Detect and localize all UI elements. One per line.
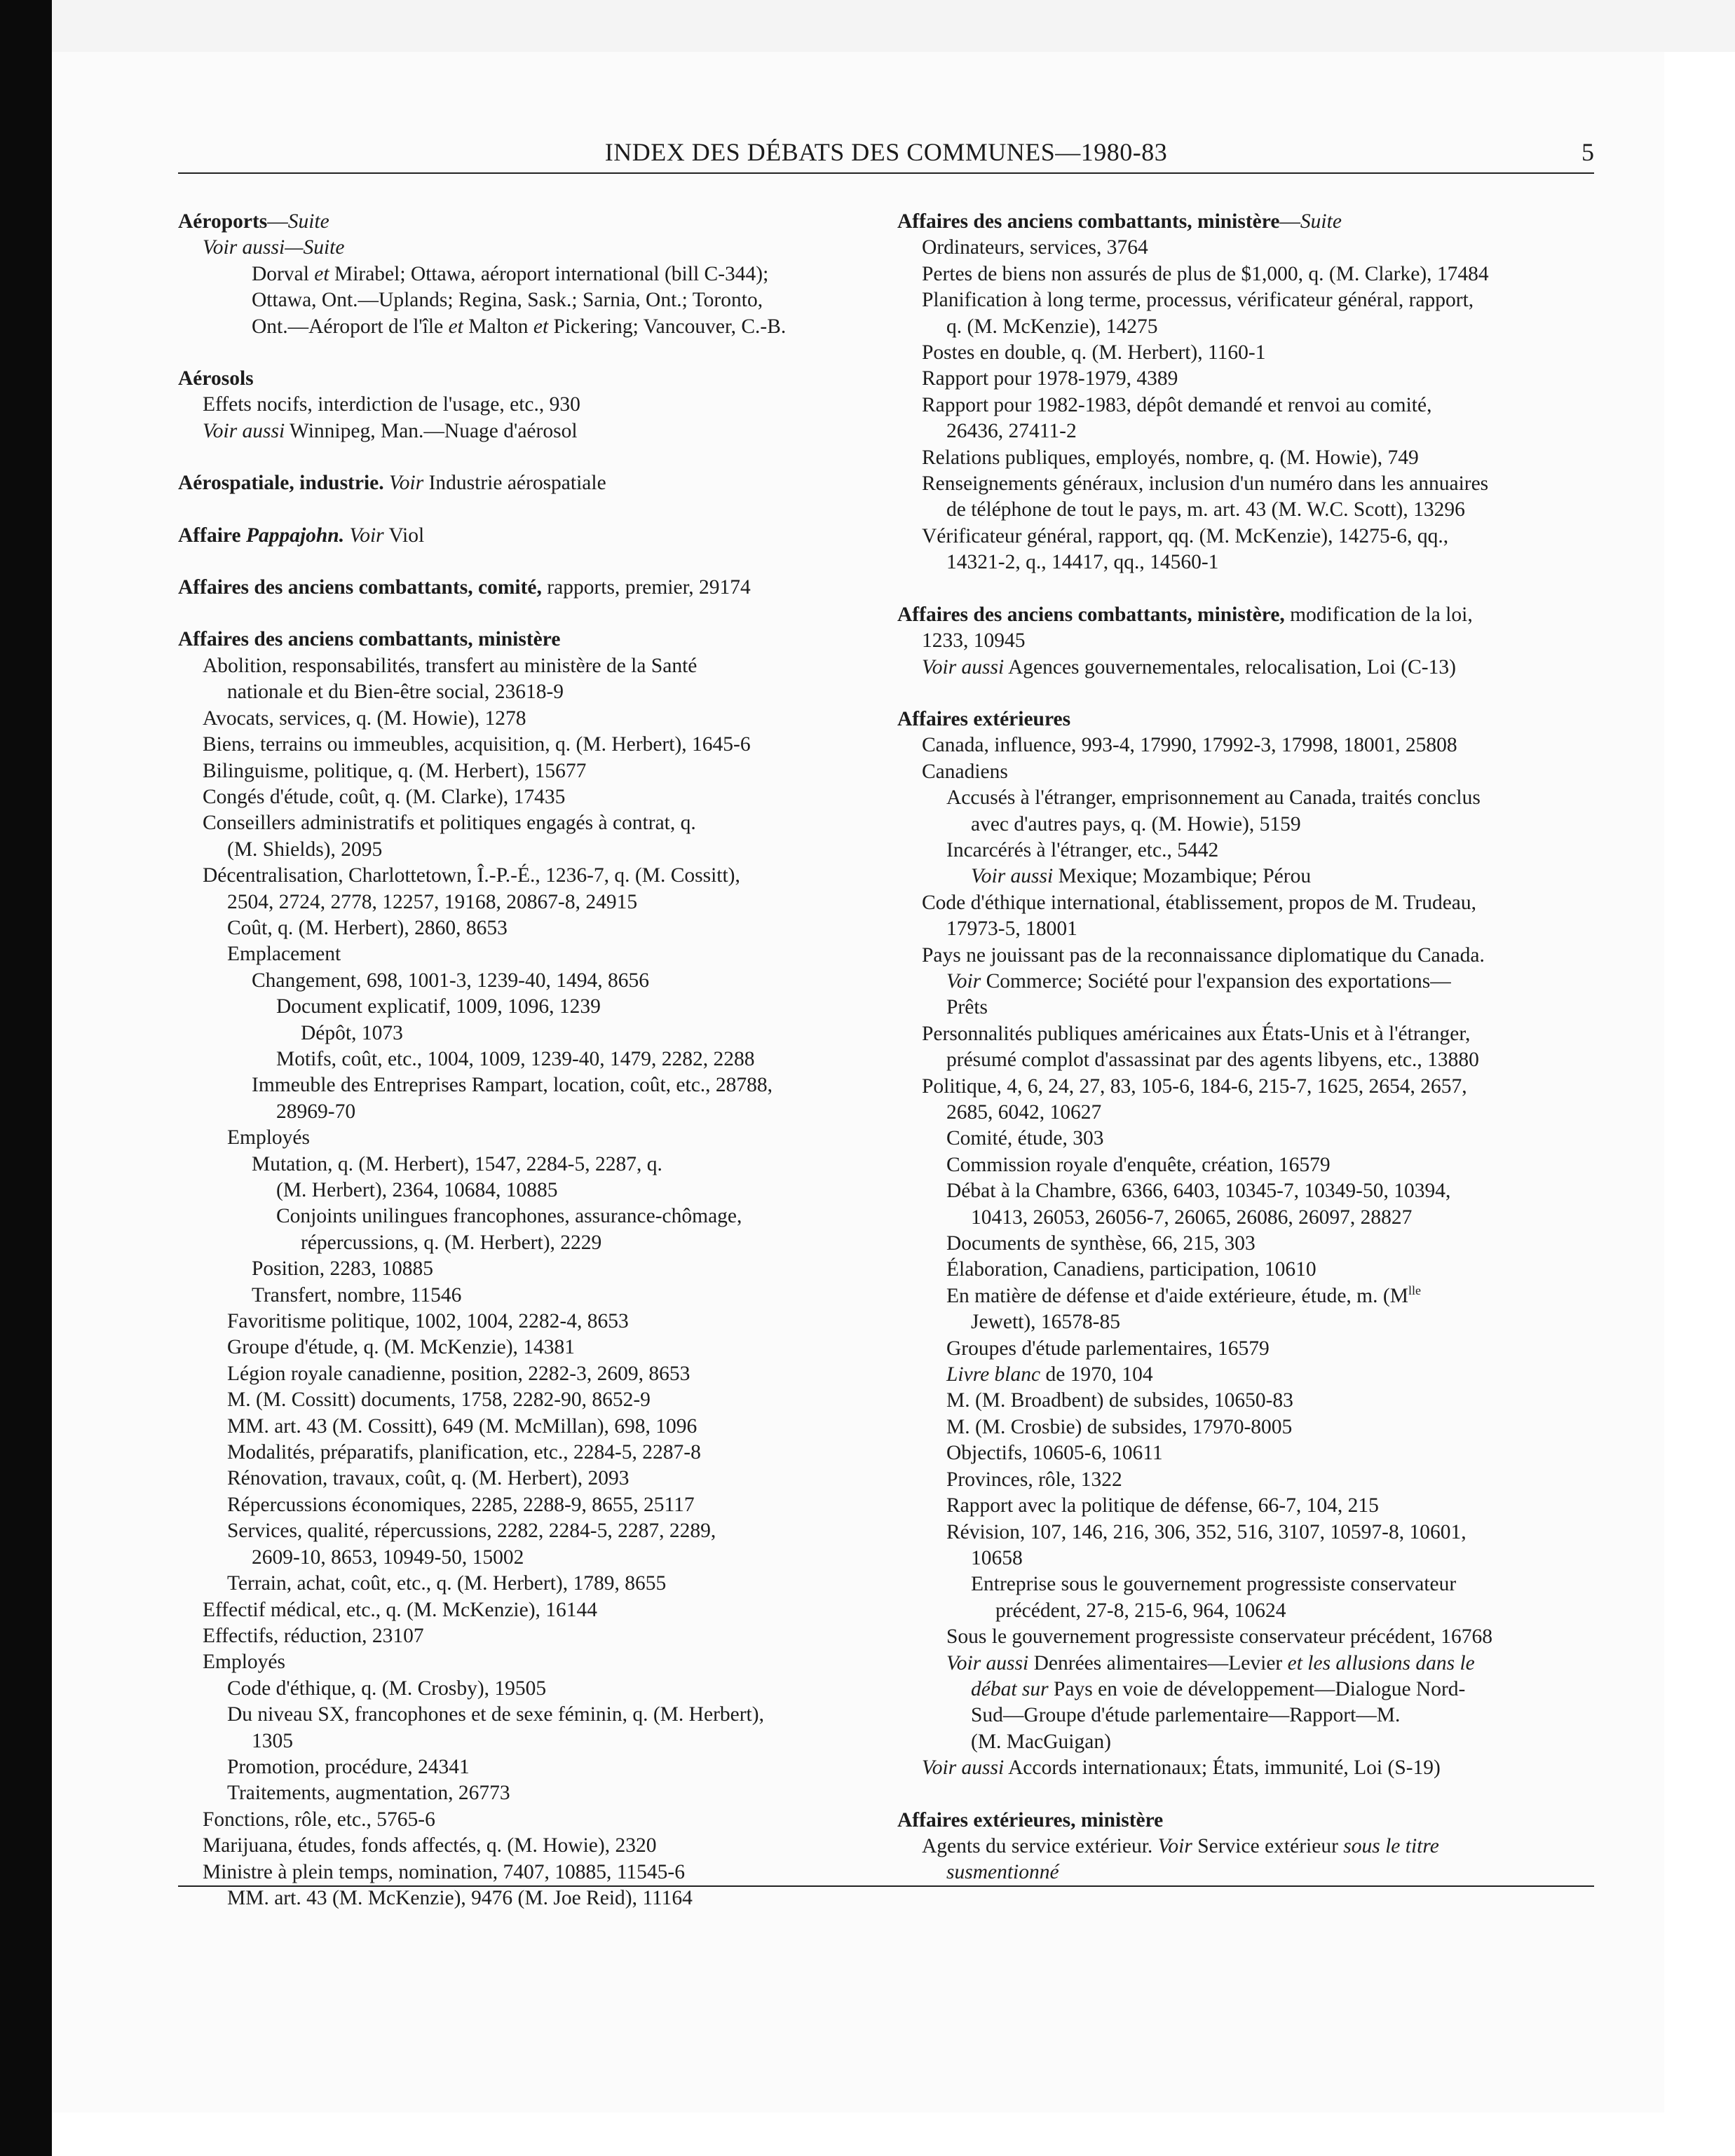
index-text: Avocats, services, q. (M. Howie), 1278 <box>203 707 526 730</box>
index-text: Commission royale d'enquête, création, 16579 <box>946 1153 1331 1176</box>
index-text: sous le titre <box>1343 1834 1439 1857</box>
index-text: Sous le gouvernement progressiste conservateur précédent, 16768 <box>946 1625 1493 1649</box>
index-line <box>897 916 1598 942</box>
entry-spacer <box>897 681 1598 707</box>
index-text: Effets nocifs, interdiction de l'usage, etc., 930 <box>203 393 580 416</box>
index-text: Du niveau SX, francophones et de sexe féminin, q. (M. Herbert), <box>227 1703 764 1726</box>
index-line <box>178 418 872 444</box>
index-line <box>178 1623 872 1649</box>
index-text: (M. MacGuigan) <box>971 1730 1111 1753</box>
index-line <box>178 810 872 836</box>
index-line <box>178 1649 872 1675</box>
index-line <box>897 1414 1598 1440</box>
index-text: lle <box>1408 1283 1421 1298</box>
index-line <box>897 497 1598 523</box>
index-text: et <box>448 315 463 338</box>
index-text: Denrées alimentaires—Levier <box>1028 1651 1288 1674</box>
index-text: Suite <box>287 210 329 233</box>
index-line <box>897 1362 1598 1388</box>
index-text: Viol <box>383 524 425 547</box>
index-text: Aérosols <box>178 367 254 390</box>
entry-spacer <box>178 497 872 523</box>
index-text: Effectif médical, etc., q. (M. McKenzie), 16144 <box>203 1598 598 1621</box>
index-line <box>178 1178 872 1203</box>
index-line <box>178 1361 872 1387</box>
index-line <box>897 418 1598 444</box>
index-line <box>897 1729 1598 1755</box>
index-text: Mutation, q. (M. Herbert), 1547, 2284-5, 2287, q. <box>252 1152 662 1175</box>
index-text: Code d'éthique, q. (M. Crosby), 19505 <box>227 1677 547 1700</box>
index-line <box>897 1388 1598 1414</box>
index-text: Renseignements généraux, inclusion d'un numéro dans les annuaires <box>922 472 1489 496</box>
index-line <box>178 1335 872 1360</box>
index-line <box>178 1387 872 1413</box>
index-text: Motifs, coût, etc., 1004, 1009, 1239-40, 1479, 2282, 2288 <box>276 1047 755 1070</box>
index-text: Aérospatiale, industrie. <box>178 472 384 495</box>
index-line <box>178 287 872 313</box>
index-line <box>897 287 1598 313</box>
index-line <box>897 838 1598 864</box>
index-line <box>178 653 872 679</box>
index-text: Mexique; Mozambique; Pérou <box>1053 865 1312 888</box>
index-text: Affaires des anciens combattants, ministère <box>897 210 1280 233</box>
index-line <box>178 235 872 261</box>
index-text: M. (M. Cossitt) documents, 1758, 2282-90, 8652-9 <box>227 1389 651 1412</box>
index-text: avec d'autres pays, q. (M. Howie), 5159 <box>971 812 1301 835</box>
header-rule <box>178 172 1594 174</box>
index-line <box>897 1703 1598 1728</box>
index-text: — <box>267 210 288 233</box>
index-text: 10658 <box>971 1546 1023 1569</box>
index-line <box>178 732 872 758</box>
index-column-left <box>178 209 872 1911</box>
index-text: Effectifs, réduction, 23107 <box>203 1624 424 1647</box>
index-line <box>178 1072 872 1098</box>
index-line <box>897 1598 1598 1624</box>
index-line <box>897 759 1598 785</box>
scan-top-margin <box>0 0 1735 52</box>
index-text: — <box>1279 210 1300 233</box>
index-text: Bilinguisme, politique, q. (M. Herbert), 15677 <box>203 759 587 782</box>
index-text: Dorval <box>252 262 315 285</box>
index-text: Prêts <box>946 996 988 1019</box>
index-text: Commerce; Société pour l'expansion des exportations— <box>981 969 1451 992</box>
index-line <box>897 550 1598 575</box>
index-text: Relations publiques, employés, nombre, q. (M. Howie), 749 <box>922 446 1419 469</box>
index-text: Comité, étude, 303 <box>946 1127 1104 1150</box>
index-text: Pays ne jouissant pas de la reconnaissance diplomatique du Canada. <box>922 943 1485 967</box>
index-line <box>897 1755 1598 1781</box>
index-line <box>178 1860 872 1885</box>
index-line <box>897 1546 1598 1571</box>
index-text: Accusés à l'étranger, emprisonnement au Canada, traités conclus <box>946 786 1481 810</box>
index-text: Voir <box>389 472 424 495</box>
scan-left-edge <box>0 0 52 2156</box>
index-text: Voir aussi <box>922 1756 1005 1780</box>
index-text: Groupe d'étude, q. (M. McKenzie), 14381 <box>227 1336 576 1359</box>
index-text: Position, 2283, 10885 <box>252 1257 433 1281</box>
index-text: modification de la loi, <box>1284 603 1473 626</box>
index-text: Services, qualité, répercussions, 2282, 2284-5, 2287, 2289, <box>227 1520 716 1543</box>
index-line <box>178 1125 872 1151</box>
index-line <box>178 1807 872 1833</box>
index-text: 28969-70 <box>276 1100 356 1123</box>
index-text: MM. art. 43 (M. McKenzie), 9476 (M. Joe Reid), 11164 <box>227 1886 693 1909</box>
index-text: 2504, 2724, 2778, 12257, 19168, 20867-8, 24915 <box>227 890 638 913</box>
index-heading <box>897 1808 1598 1834</box>
index-text: Traitements, augmentation, 26773 <box>227 1782 510 1805</box>
index-text: Suite <box>1300 210 1342 233</box>
footer-rule <box>178 1885 1594 1887</box>
index-text: présumé complot d'assassinat par des agents libyens, etc., 13880 <box>946 1049 1479 1072</box>
index-text: Rapport avec la politique de défense, 66-7, 104, 215 <box>946 1494 1379 1517</box>
index-text: Voir aussi <box>922 655 1005 678</box>
index-text: Répercussions économiques, 2285, 2288-9, 8655, 25117 <box>227 1493 695 1516</box>
index-text: nationale et du Bien-être social, 23618-9 <box>227 681 564 704</box>
index-text: (M. Shields), 2095 <box>227 838 383 861</box>
page-header <box>178 137 1594 172</box>
index-text: Coût, q. (M. Herbert), 2860, 8653 <box>227 916 508 939</box>
index-text: Congés d'étude, coût, q. (M. Clarke), 17435 <box>203 785 566 808</box>
index-line <box>897 1152 1598 1178</box>
index-text: Canada, influence, 993-4, 17990, 17992-3, 17998, 18001, 25808 <box>922 734 1457 757</box>
index-line <box>178 1885 872 1911</box>
index-heading <box>178 627 872 653</box>
index-line <box>897 1231 1598 1257</box>
index-text: Personnalités publiques américaines aux États-Unis et à l'étranger, <box>922 1022 1471 1045</box>
index-line <box>178 758 872 784</box>
index-text: Code d'éthique international, établissement, propos de M. Trudeau, <box>922 891 1477 914</box>
index-line <box>178 915 872 941</box>
index-text: Rénovation, travaux, coût, q. (M. Herbert), 2093 <box>227 1467 630 1490</box>
index-text: Affaires extérieures <box>897 707 1071 730</box>
index-text: Agents du service extérieur. <box>922 1834 1158 1857</box>
index-line <box>897 1205 1598 1231</box>
index-text: Entreprise sous le gouvernement progressiste conservateur <box>971 1573 1457 1596</box>
index-text: Décentralisation, Charlottetown, Î.-P.-É., 1236-7, q. (M. Cossitt), <box>203 864 740 887</box>
index-line <box>897 1520 1598 1546</box>
index-line <box>897 366 1598 392</box>
index-text: Modalités, préparatifs, planification, etc., 2284-5, 2287-8 <box>227 1441 701 1464</box>
index-line <box>897 969 1598 995</box>
index-line <box>178 1676 872 1702</box>
index-text: 1305 <box>252 1729 293 1752</box>
index-text: Sud—Groupe d'étude parlementaire—Rapport—M. <box>971 1704 1401 1727</box>
index-text: et <box>314 262 329 285</box>
entry-spacer <box>178 340 872 366</box>
index-text: précédent, 27-8, 215-6, 964, 10624 <box>995 1599 1286 1622</box>
index-line <box>897 1571 1598 1597</box>
index-line <box>897 1493 1598 1519</box>
index-text: 2685, 6042, 10627 <box>946 1101 1102 1124</box>
index-line <box>178 1152 872 1178</box>
index-text: Affaires extérieures, ministère <box>897 1808 1164 1831</box>
index-text: Abolition, responsabilités, transfert au ministère de la Santé <box>203 654 698 677</box>
index-line <box>897 393 1598 418</box>
index-text: Vérificateur général, rapport, qq. (M. McKenzie), 14275-6, qq., <box>922 524 1449 547</box>
index-text: Documents de synthèse, 66, 215, 303 <box>946 1232 1256 1255</box>
index-line <box>178 1414 872 1440</box>
index-text: 10413, 26053, 26056-7, 26065, 26086, 26097, 28827 <box>971 1206 1413 1229</box>
entry-spacer <box>178 444 872 470</box>
index-line <box>897 340 1598 366</box>
index-line <box>178 1466 872 1492</box>
index-line <box>178 1492 872 1518</box>
index-line <box>897 1257 1598 1283</box>
index-line <box>897 1100 1598 1126</box>
index-line <box>178 994 872 1020</box>
index-text: Élaboration, Canadiens, participation, 10610 <box>946 1258 1316 1281</box>
index-text: Affaires des anciens combattants, comité, <box>178 576 542 599</box>
index-line <box>178 706 872 732</box>
index-text: Légion royale canadienne, position, 2282-3, 2609, 8653 <box>227 1362 690 1385</box>
index-text: Postes en double, q. (M. Herbert), 1160-1 <box>922 341 1266 364</box>
index-text: Objectifs, 10605-6, 10611 <box>946 1442 1163 1465</box>
index-text: 1233, 10945 <box>922 629 1026 653</box>
index-line <box>897 235 1598 261</box>
index-text: Incarcérés à l'étranger, etc., 5442 <box>946 838 1219 861</box>
index-line <box>178 1702 872 1728</box>
index-text: q. (M. McKenzie), 14275 <box>946 315 1158 338</box>
index-text: Groupes d'étude parlementaires, 16579 <box>946 1337 1270 1360</box>
page-title: INDEX DES DÉBATS DES COMMUNES—1980-83 <box>604 138 1168 166</box>
index-line <box>897 943 1598 969</box>
index-text: Jewett), 16578-85 <box>971 1311 1121 1334</box>
index-text: Rapport pour 1982-1983, dépôt demandé et renvoi au comité, <box>922 393 1432 416</box>
index-line <box>178 314 872 340</box>
index-line <box>178 1046 872 1072</box>
index-heading <box>178 575 872 601</box>
index-text: Conseillers administratifs et politiques engagés à contrat, q. <box>203 812 696 835</box>
index-text: Accords internationaux; États, immunité, Loi (S-19) <box>1004 1756 1441 1780</box>
index-line <box>897 1126 1598 1152</box>
index-line <box>897 1467 1598 1493</box>
index-line <box>178 1571 872 1597</box>
index-line <box>178 1230 872 1256</box>
index-text: MM. art. 43 (M. Cossitt), 649 (M. McMillan), 698, 1096 <box>227 1414 698 1438</box>
index-text: Voir aussi <box>203 419 285 442</box>
index-text: M. (M. Broadbent) de subsides, 10650-83 <box>946 1389 1293 1412</box>
index-line <box>897 1834 1598 1860</box>
index-line <box>897 1178 1598 1204</box>
page-number: 5 <box>1581 138 1594 166</box>
index-line <box>897 812 1598 838</box>
index-text: Immeuble des Entreprises Rampart, location, coût, etc., 28788, <box>252 1074 773 1097</box>
index-text: Planification à long terme, processus, vérificateur général, rapport, <box>922 289 1474 312</box>
index-text: Marijuana, études, fonds affectés, q. (M. Howie), 2320 <box>203 1834 657 1857</box>
entry-spacer <box>178 601 872 627</box>
index-line <box>897 995 1598 1021</box>
index-column-right <box>897 209 1598 1886</box>
index-text: et les allusions dans le <box>1287 1651 1475 1674</box>
index-text: Politique, 4, 6, 24, 27, 83, 105-6, 184-6, 215-7, 1625, 2654, 2657, <box>922 1074 1467 1098</box>
index-line <box>178 863 872 889</box>
index-text: Emplacement <box>227 943 341 966</box>
index-line <box>178 392 872 418</box>
index-text: Voir <box>349 524 384 547</box>
index-line <box>897 1309 1598 1335</box>
index-line <box>178 968 872 994</box>
index-heading <box>178 523 872 549</box>
index-line <box>178 1203 872 1229</box>
index-heading <box>897 209 1598 235</box>
index-text: Voir aussi <box>971 865 1054 888</box>
index-line <box>178 1780 872 1806</box>
index-text: 17973-5, 18001 <box>946 917 1077 941</box>
index-text: de téléphone de tout le pays, m. art. 43 (M. W.C. Scott), 13296 <box>946 498 1465 521</box>
index-text <box>384 472 389 494</box>
index-line <box>178 1518 872 1544</box>
index-text: Agences gouvernementales, relocalisation, Loi (C-13) <box>1004 655 1456 678</box>
index-line <box>178 1283 872 1309</box>
index-line <box>178 1833 872 1859</box>
index-text: Affaires des anciens combattants, ministère, <box>897 603 1285 626</box>
index-text: Winnipeg, Man.—Nuage d'aérosol <box>285 419 578 442</box>
index-line <box>897 628 1598 654</box>
index-text: Conjoints unilingues francophones, assurance-chômage, <box>276 1205 742 1228</box>
index-text: susmentionné <box>946 1861 1059 1884</box>
index-text: Débat à la Chambre, 6366, 6403, 10345-7, 10349-50, 10394, <box>946 1180 1451 1203</box>
index-text: Voir aussi <box>946 1651 1029 1674</box>
index-line <box>178 1545 872 1571</box>
index-line <box>897 445 1598 471</box>
index-line <box>897 524 1598 550</box>
index-line <box>178 1754 872 1780</box>
index-text: Biens, terrains ou immeubles, acquisition, q. (M. Herbert), 1645-6 <box>203 733 751 756</box>
index-text: En matière de défense et d'aide extérieure, étude, m. (M <box>946 1284 1408 1307</box>
index-line <box>178 261 872 287</box>
index-text: Employés <box>203 1651 285 1674</box>
index-line <box>178 941 872 967</box>
index-text: M. (M. Crosbie) de subsides, 17970-8005 <box>946 1415 1293 1438</box>
index-line <box>897 1651 1598 1677</box>
index-text: Malton <box>463 315 533 338</box>
index-line <box>178 784 872 810</box>
index-text: Dépôt, 1073 <box>301 1021 403 1044</box>
index-line <box>178 1728 872 1754</box>
index-text: Service extérieur <box>1192 1834 1344 1857</box>
index-text: Terrain, achat, coût, etc., q. (M. Herbert), 1789, 8655 <box>227 1572 667 1595</box>
index-heading <box>178 366 872 392</box>
index-text: Pickering; Vancouver, C.-B. <box>548 315 787 338</box>
index-text: Pertes de biens non assurés de plus de $1,000, q. (M. Clarke), 17484 <box>922 262 1489 285</box>
entry-spacer <box>178 549 872 575</box>
index-line <box>178 1021 872 1046</box>
index-text: Ont.—Aéroport de l'île <box>252 315 449 338</box>
entry-spacer <box>897 1782 1598 1808</box>
index-text: Changement, 698, 1001-3, 1239-40, 1494, 8656 <box>252 969 649 992</box>
index-text: Révision, 107, 146, 216, 306, 352, 516, 3107, 10597-8, 10601, <box>946 1520 1467 1543</box>
index-line <box>897 261 1598 287</box>
index-line <box>178 1597 872 1623</box>
index-text: Rapport pour 1978-1979, 4389 <box>922 367 1178 390</box>
index-text: (M. Herbert), 2364, 10684, 10885 <box>276 1179 558 1201</box>
index-text: Affaires des anciens combattants, ministère <box>178 628 561 651</box>
index-text: et <box>533 315 549 338</box>
index-line <box>897 1860 1598 1885</box>
entry-spacer <box>897 576 1598 602</box>
index-line <box>897 1074 1598 1100</box>
index-line <box>897 1021 1598 1047</box>
index-text: Document explicatif, 1009, 1096, 1239 <box>276 995 601 1018</box>
index-text: Provinces, rôle, 1322 <box>946 1468 1122 1491</box>
index-text: 14321-2, q., 14417, qq., 14560-1 <box>946 551 1219 574</box>
index-text: Canadiens <box>922 760 1008 783</box>
index-line <box>178 837 872 863</box>
index-text: de 1970, 104 <box>1040 1363 1153 1386</box>
index-text: Affaire <box>178 524 246 547</box>
index-line <box>897 1336 1598 1362</box>
index-line <box>897 1047 1598 1073</box>
index-text: Pays en voie de développement—Dialogue Nord- <box>1048 1677 1466 1700</box>
index-line <box>178 1099 872 1125</box>
index-text: Transfert, nombre, 11546 <box>252 1283 462 1306</box>
index-text: Industrie aérospatiale <box>423 472 606 495</box>
index-line <box>897 655 1598 681</box>
index-heading <box>897 602 1598 628</box>
index-line <box>897 471 1598 497</box>
index-text: Voir <box>1157 1834 1192 1857</box>
index-line <box>178 1309 872 1335</box>
index-line <box>897 732 1598 758</box>
index-text: Livre blanc <box>946 1363 1041 1386</box>
index-line <box>897 864 1598 889</box>
index-heading <box>897 707 1598 732</box>
index-text: Favoritisme politique, 1002, 1004, 2282-4, 8653 <box>227 1310 629 1333</box>
index-text: Ministre à plein temps, nomination, 7407, 10885, 11545-6 <box>203 1860 685 1883</box>
index-line <box>178 1440 872 1466</box>
index-text: 26436, 27411-2 <box>946 420 1077 443</box>
index-line <box>897 1677 1598 1703</box>
index-line <box>178 1256 872 1282</box>
index-text: débat sur <box>971 1677 1049 1700</box>
index-text: 2609-10, 8653, 10949-50, 15002 <box>252 1546 524 1569</box>
index-text: Aéroports <box>178 210 268 233</box>
index-text: Ottawa, Ont.—Uplands; Regina, Sask.; Sarnia, Ont.; Toronto, <box>252 289 763 312</box>
index-line <box>897 890 1598 916</box>
index-line <box>897 314 1598 340</box>
index-text: Voir aussi—Suite <box>203 236 345 259</box>
index-line <box>897 785 1598 811</box>
index-text: Employés <box>227 1126 310 1149</box>
index-text: Ordinateurs, services, 3764 <box>922 236 1148 259</box>
index-line <box>897 1624 1598 1650</box>
index-text: Pappajohn. <box>245 524 345 547</box>
index-text: Mirabel; Ottawa, aéroport international (bill C-344); <box>329 262 769 285</box>
index-text: Voir <box>946 969 981 992</box>
index-line <box>897 1283 1598 1309</box>
index-line <box>178 679 872 705</box>
index-heading <box>178 209 872 235</box>
index-text: rapports, premier, 29174 <box>541 576 751 599</box>
index-text: répercussions, q. (M. Herbert), 2229 <box>301 1231 602 1254</box>
index-line <box>178 889 872 915</box>
index-text: Fonctions, rôle, etc., 5765-6 <box>203 1808 435 1831</box>
index-heading <box>178 470 872 496</box>
index-line <box>897 1440 1598 1466</box>
index-text: Promotion, procédure, 24341 <box>227 1755 470 1778</box>
